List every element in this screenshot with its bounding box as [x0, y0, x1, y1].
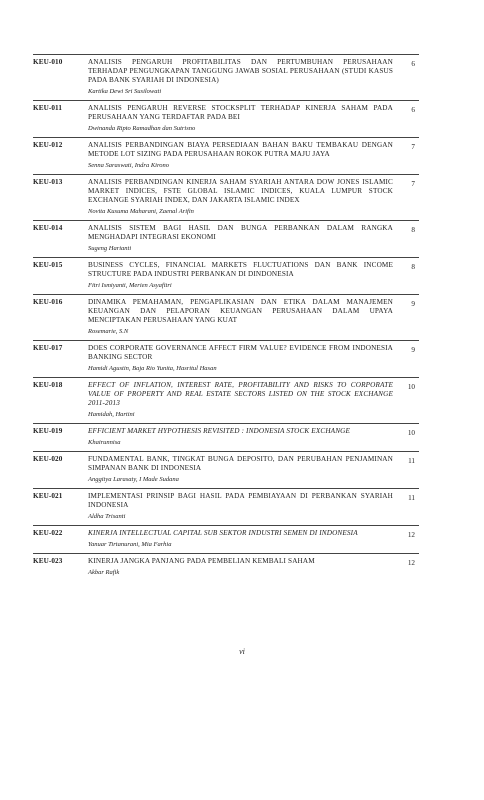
- toc-entry: [33, 377, 419, 423]
- entry-title: BUSINESS CYCLES, FINANCIAL MARKETS FLUCTUATIONS DAN BANK INCOME STRUCTURE PADA INDUSTRI PERBANKAN DI DINDONESIA: [88, 261, 393, 278]
- entry-code: KEU-023: [33, 557, 63, 565]
- toc-entry: [33, 451, 419, 488]
- toc-entry: [33, 220, 419, 257]
- toc-entry: [33, 137, 419, 174]
- entry-authors: Fitri Ismiyanti, Merien Asyafitri: [88, 282, 172, 289]
- entry-code: KEU-018: [33, 381, 63, 389]
- entry-title: EFFECT OF INFLATION, INTEREST RATE, PROFITABILITY AND RISKS TO CORPORATE VALUE OF PROPERTY AND REAL ESTATE SECTORS LISTED ON THE STOCK EXCHANGE 2011-2013: [88, 381, 393, 407]
- entry-title: DINAMIKA PEMAHAMAN, PENGAPLIKASIAN DAN ETIKA DALAM MANAJEMEN KEUANGAN DAN PELAPORAN KEUANGAN PERUSAHAAN DALAM UPAYA MENCIPTAKAN PERUSAHAAN YANG KUAT: [88, 298, 393, 324]
- entry-code: KEU-011: [33, 104, 63, 112]
- entry-page-number: 8: [411, 263, 415, 271]
- toc-entry: [33, 488, 419, 525]
- entry-body: [88, 261, 393, 290]
- entry-code: KEU-020: [33, 455, 63, 463]
- entry-page-number: 9: [411, 300, 415, 308]
- toc-entry: [33, 340, 419, 377]
- entry-page-number: 9: [411, 346, 415, 354]
- entry-code: KEU-017: [33, 344, 63, 352]
- entry-page-number: 12: [407, 559, 415, 567]
- toc-entry: [33, 423, 419, 451]
- entry-body: [88, 104, 393, 133]
- entry-body: [88, 557, 393, 577]
- entry-body: [88, 381, 393, 419]
- entry-authors: Sugeng Harianti: [88, 245, 132, 252]
- entry-title: IMPLEMENTASI PRINSIP BAGI HASIL PADA PEMBIAYAAN DI PERBANKAN SYARIAH INDONESIA: [88, 492, 393, 509]
- entry-authors: Aldha Trisanti: [88, 513, 126, 520]
- entry-authors: Hamidi Agustin, Baja Rio Yunita, Hasritul Hasan: [88, 365, 217, 372]
- entry-body: [88, 58, 393, 96]
- entry-title: DOES CORPORATE GOVERNANCE AFFECT FIRM VALUE? EVIDENCE FROM INDONESIA BANKING SECTOR: [88, 344, 393, 361]
- entry-title: ANALISIS PERBANDINGAN BIAYA PERSEDIAAN BAHAN BAKU TEMBAKAU DENGAN METODE LOT SIZING PADA PERUSAHAAN ROKOK PUTRA MAJU JAYA: [88, 141, 393, 158]
- entry-title: EFFICIENT MARKET HYPOTHESIS REVISITED : INDONESIA STOCK EXCHANGE: [88, 427, 351, 435]
- entry-body: [88, 141, 393, 170]
- entry-body: [88, 298, 393, 336]
- entry-title: ANALISIS SISTEM BAGI HASIL DAN BUNGA PERBANKAN DALAM RANGKA MENGHADAPI INTEGRASI EKONOMI: [88, 224, 393, 241]
- entry-code: KEU-012: [33, 141, 63, 149]
- entry-authors: Senna Saraswati, Indra Kirono: [88, 162, 170, 169]
- entry-page-number: 11: [408, 494, 415, 502]
- entry-body: [88, 178, 393, 216]
- entry-body: [88, 529, 393, 549]
- entry-authors: Kartika Dewi Sri Susilowati: [88, 88, 162, 95]
- toc-entry: [33, 294, 419, 340]
- entry-title: FUNDAMENTAL BANK, TINGKAT BUNGA DEPOSITO, DAN PERUBAHAN PENJAMINAN SIMPANAN BANK DI INDONESIA: [88, 455, 393, 472]
- entry-body: [88, 427, 393, 447]
- toc-entry: [33, 174, 419, 220]
- entry-title: KINERJA JANGKA PANJANG PADA PEMBELIAN KEMBALI SAHAM: [88, 557, 315, 565]
- table-of-contents: [33, 54, 419, 581]
- entry-title: ANALISIS PENGARUH PROFITABILITAS DAN PERTUMBUHAN PERUSAHAAN TERHADAP PENGUNGKAPAN TANGGUNG JAWAB SOSIAL PERUSAHAAN (STUDI KASUS PADA BANK SYARIAH DI INDONESIA): [88, 58, 393, 84]
- entry-authors: Dwinanda Ripto Ramadhan dan Sutrisno: [88, 125, 196, 132]
- entry-authors: Anggitya Larasaty, I Made Sudana: [88, 476, 179, 483]
- entry-page-number: 12: [407, 531, 415, 539]
- entry-code: KEU-014: [33, 224, 63, 232]
- entry-authors: Yanuar Tirtanurani, Mia Farhia: [88, 541, 172, 548]
- toc-entry: [33, 54, 419, 100]
- page-number-footer: vi: [239, 647, 245, 656]
- entry-title: ANALISIS PENGARUH REVERSE STOCKSPLIT TERHADAP KINERJA SAHAM PADA PERUSAHAAN YANG TERDAFTAR PADA BEI: [88, 104, 393, 121]
- entry-code: KEU-019: [33, 427, 63, 435]
- entry-title: KINERJA INTELLECTUAL CAPITAL SUB SEKTOR INDUSTRI SEMEN DI INDONESIA: [88, 529, 358, 537]
- entry-page-number: 10: [407, 383, 415, 391]
- entry-page-number: 6: [411, 106, 415, 114]
- entry-code: KEU-022: [33, 529, 63, 537]
- toc-entry: [33, 100, 419, 137]
- toc-entry: [33, 525, 419, 553]
- entry-page-number: 7: [411, 180, 415, 188]
- entry-code: KEU-013: [33, 178, 63, 186]
- entry-authors: Novita Kusuma Maharani, Zaenal Arifin: [88, 208, 194, 215]
- entry-code: KEU-016: [33, 298, 63, 306]
- entry-authors: Khairunnisa: [88, 439, 121, 446]
- entry-page-number: 10: [407, 429, 415, 437]
- entry-page-number: 8: [411, 226, 415, 234]
- entry-authors: Rosemarie, S.N: [88, 328, 129, 335]
- toc-entry: [33, 257, 419, 294]
- entry-page-number: 11: [408, 457, 415, 465]
- entry-authors: Hamidah, Hartini: [88, 411, 135, 418]
- toc-entry: [33, 553, 419, 581]
- entry-page-number: 7: [411, 143, 415, 151]
- entry-title: ANALISIS PERBANDINGAN KINERJA SAHAM SYARIAH ANTARA DOW JONES ISLAMIC MARKET INDICES, FSTE GLOBAL ISLAMIC INDICES, KUALA LUMPUR STOCK EXCHANGE SYARIAH INDEX, DAN JAKARTA ISLAMIC INDEX: [88, 178, 393, 204]
- entry-body: [88, 224, 393, 253]
- entry-authors: Akbar Rafik: [88, 569, 120, 576]
- entry-code: KEU-015: [33, 261, 63, 269]
- entry-page-number: 6: [411, 60, 415, 68]
- entry-body: [88, 344, 393, 373]
- entry-code: KEU-021: [33, 492, 63, 500]
- entry-body: [88, 455, 393, 484]
- entry-body: [88, 492, 393, 521]
- entry-code: KEU-010: [33, 58, 63, 66]
